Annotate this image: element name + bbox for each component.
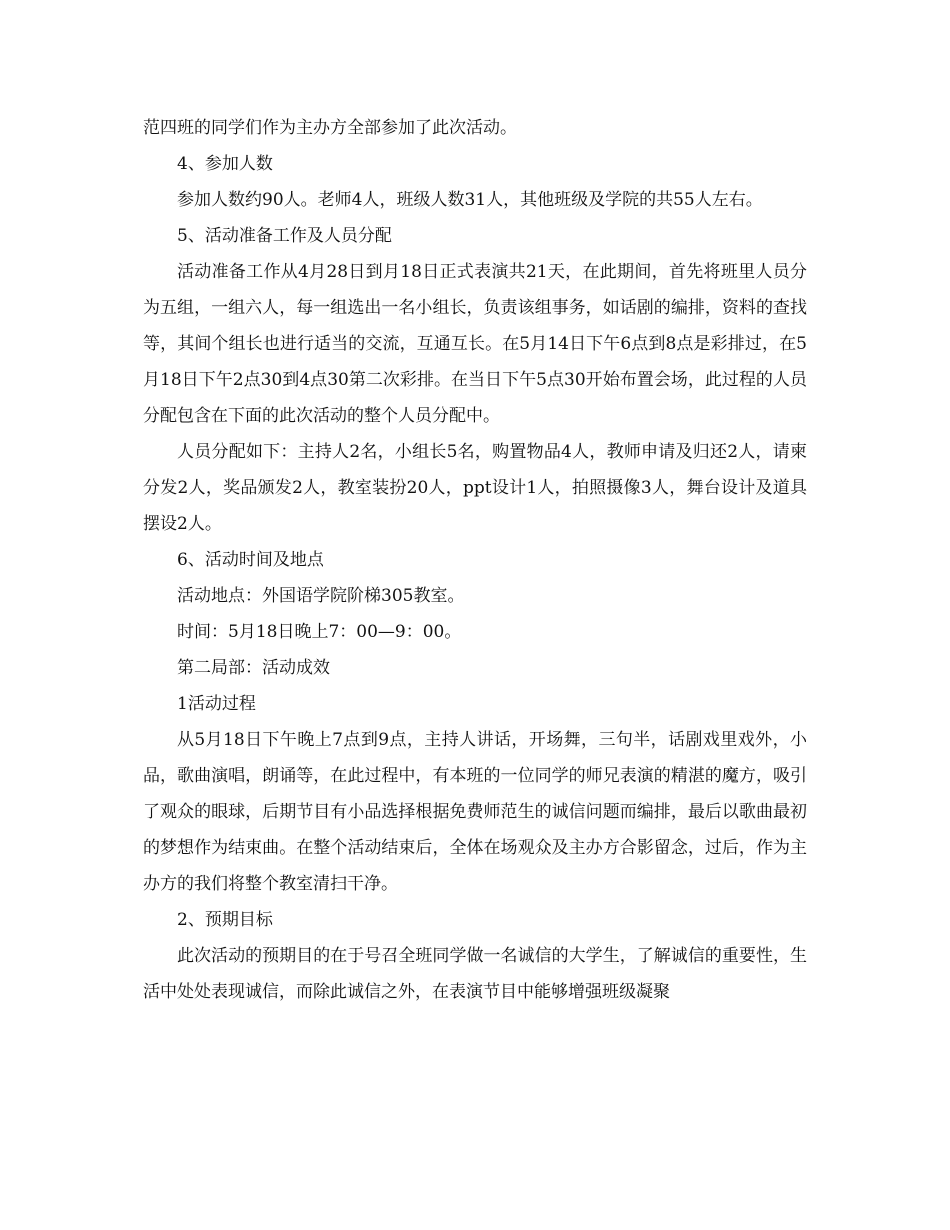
- paragraph-preparation: 活动准备工作从4月28日到月18日正式表演共21天，在此期间，首先将班里人员分为五组，一组六人，每一组选出一名小组长，负责该组事务，如话剧的编排，资料的查找等，其间个组长也进行适当的交流，互通互长。在5月14日下午6点到8点是彩排过，在5月18日下午2点30到4点30第二次彩排。在当日下午5点30开始布置会场，此过程的人员分配包含在下面的此次活动的整个人员分配中。: [143, 262, 807, 426]
- heading-part-two: 第二局部：活动成效: [177, 658, 330, 678]
- document-body: [143, 110, 807, 1010]
- paragraph-expected-goals: 此次活动的预期目的在于号召全班同学做一名诚信的大学生，了解诚信的重要性，生活中处处表现诚信，而除此诚信之外，在表演节目中能够增强班级凝聚: [143, 946, 807, 1002]
- heading-time-location: 6、活动时间及地点: [177, 550, 324, 570]
- paragraph-staff-assignment: 人员分配如下：主持人2名，小组长5名，购置物品4人，教师申请及归还2人，请柬分发2人，奖品颁发2人，教室装扮20人，ppt设计1人，拍照摄像3人，舞台设计及道具摆设2人。: [143, 442, 807, 534]
- paragraph-location: 活动地点：外国语学院阶梯305教室。: [177, 586, 465, 606]
- heading-preparation: 5、活动准备工作及人员分配: [177, 226, 392, 246]
- heading-expected-goals: 2、预期目标: [177, 910, 273, 930]
- paragraph-activity-process: 从5月18日下午晚上7点到9点，主持人讲话，开场舞，三句半，话剧戏里戏外，小品，歌曲演唱，朗诵等，在此过程中，有本班的一位同学的师兄表演的精湛的魔方，吸引了观众的眼球，后期节目有小品选择根据免费师范生的诚信问题而编排，最后以歌曲最初的梦想作为结束曲。在整个活动结束后，全体在场观众及主办方合影留念，过后，作为主办方的我们将整个教室清扫干净。: [143, 730, 807, 894]
- paragraph-continuation: 范四班的同学们作为主办方全部参加了此次活动。: [143, 118, 517, 138]
- paragraph-participants: 参加人数约90人。老师4人，班级人数31人，其他班级及学院的共55人左右。: [177, 190, 763, 210]
- paragraph-time: 时间：5月18日晚上7：00—9：00。: [177, 622, 462, 642]
- heading-activity-process: 1活动过程: [177, 694, 256, 714]
- heading-participants: 4、参加人数: [177, 154, 273, 174]
